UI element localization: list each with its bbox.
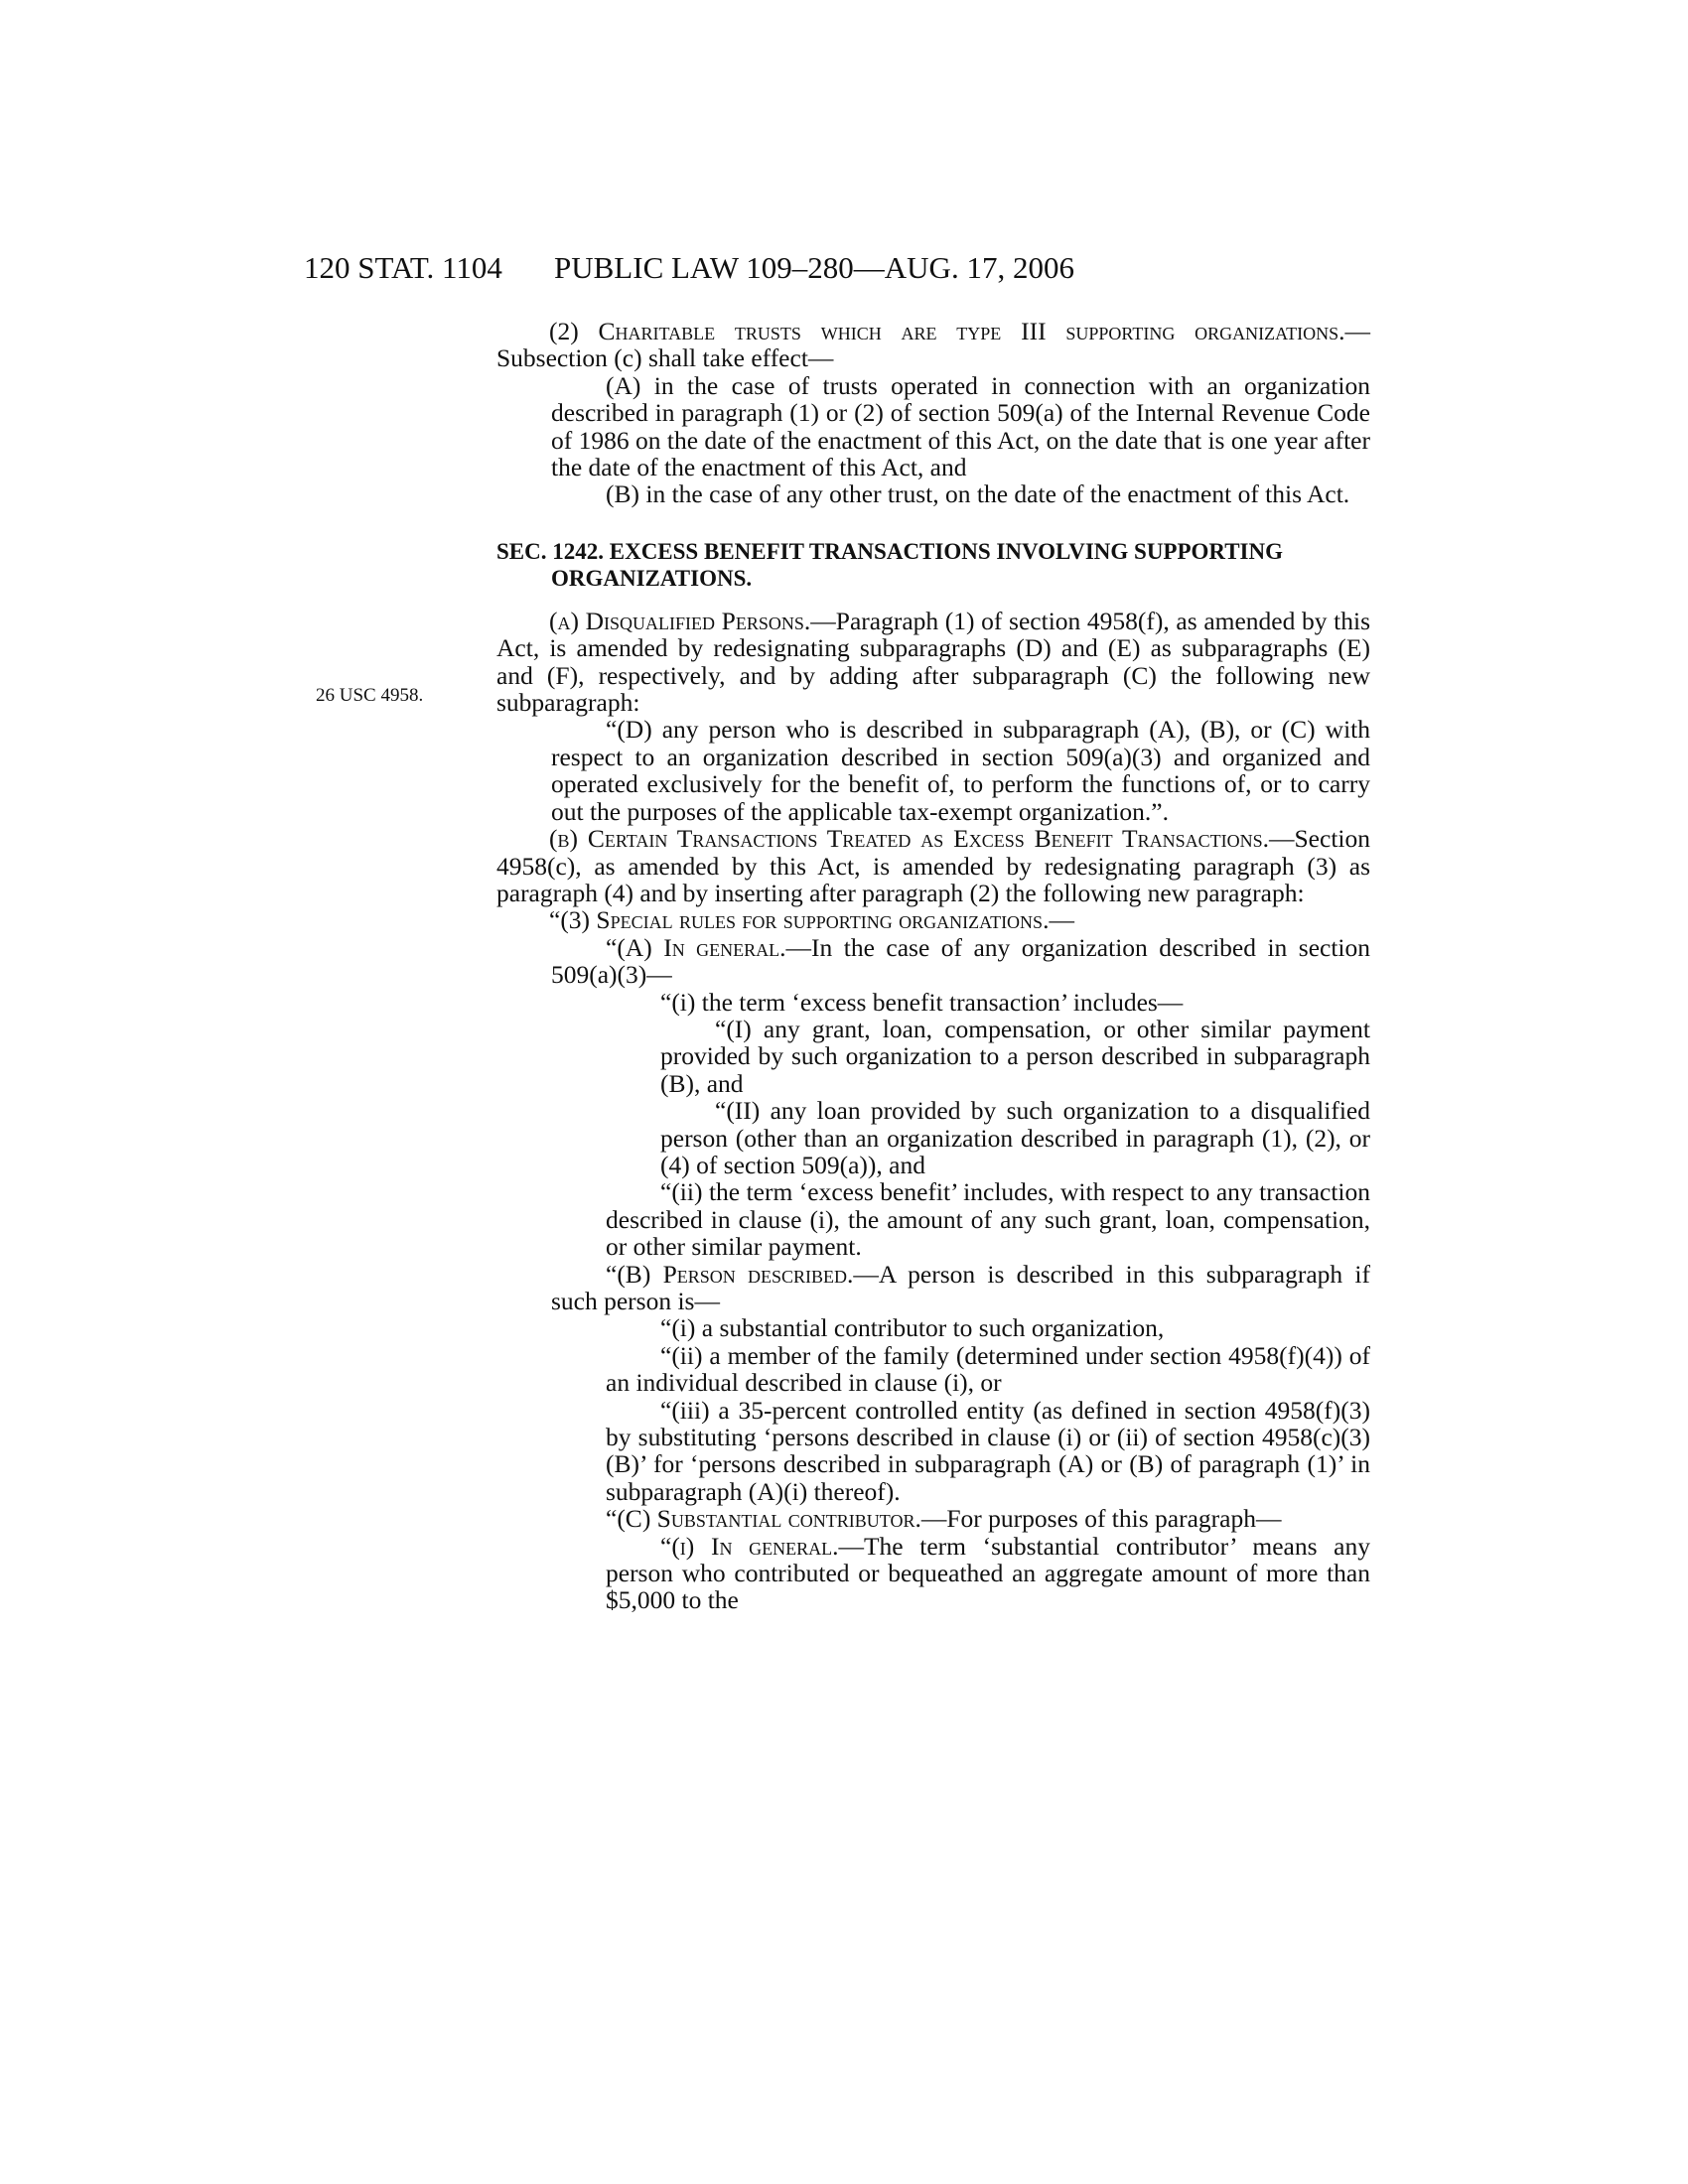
subsection-text: —Paragraph (1) of section 4958(f), as amended by this Act, is amended by redesignating subparagraphs (D) and (E) as subparagraphs (E) and (F), respectively, and by adding after subparagraph (C) the following new subparagraph:: [496, 606, 1370, 718]
stat-reference: 120 STAT. 1104: [304, 250, 502, 285]
subsection-b: [496, 825, 1370, 906]
subparagraph-heading: “(B) Person described.: [606, 1259, 854, 1289]
clause-i-in-general: [496, 1533, 1370, 1614]
clause-i-substantial-contributor: “(i) a substantial contributor to such organization,: [660, 1313, 1165, 1343]
subparagraph-B-other-trust: (B) in the case of any other trust, on the date of the enactment of this Act.: [606, 479, 1350, 509]
subparagraph-heading: “(A) In general.: [606, 932, 786, 962]
paragraph-2-charitable-trusts: [496, 318, 1370, 372]
clause-ii-excess-benefit: “(ii) the term ‘excess benefit’ includes, with respect to any transaction described in clause (i), the amount of any such grant, loan, compensation, or other similar payment.: [606, 1177, 1370, 1262]
paragraph-heading: (2) Charitable trusts which are type III supporting organizations.: [549, 317, 1345, 345]
subsection-text: —Section 4958(c), as amended by this Act, is amended by redesignating paragraph (3) as paragraph (4) and by inserting after paragraph (2) the following new paragraph:: [496, 824, 1370, 907]
clause-iii-controlled-entity: “(iii) a 35-percent controlled entity (as defined in section 4958(f)(3) by substituting ‘persons described in clause (i) or (ii) of section 4958(c)(3)(B)’ for ‘persons described in subparagraph (A) or (B) of paragraph (1)’ in subparagraph (A)(i) thereof).: [606, 1395, 1370, 1506]
paragraph-heading: “(3) Special rules for supporting organizations.: [549, 905, 1050, 935]
subparagraph-heading: “(C) Substantial contributor.: [606, 1504, 921, 1534]
subparagraph-C-substantial-contributor: [496, 1505, 1370, 1532]
subparagraph-A-in-general: [496, 934, 1370, 989]
clause-ii-family-member: “(ii) a member of the family (determined under section 4958(f)(4)) of an individual described in clause (i), or: [606, 1340, 1370, 1398]
subclause-I: “(I) any grant, loan, compensation, or other similar payment provided by such organization to a person described in subparagraph (B), and: [660, 1014, 1370, 1098]
paragraph-3-special-rules: [496, 906, 1370, 933]
margin-note: 26 USC 4958.: [316, 685, 424, 706]
subparagraph-text: —In the case of any organization described in section 509(a)(3)—: [551, 932, 1370, 990]
clause-heading: “(i) In general.: [660, 1531, 839, 1561]
paragraph-text: —: [1049, 905, 1074, 935]
page-header-title: PUBLIC LAW 109–280—AUG. 17, 2006: [554, 250, 1074, 285]
subparagraph-B-person-described: [496, 1261, 1370, 1315]
document-body: [496, 318, 1370, 1614]
clause-text: —The term ‘substantial contributor’ means any person who contributed or bequeathed an aggregate amount of more than $5,000 to the: [606, 1531, 1370, 1615]
section-heading: SEC. 1242. EXCESS BENEFIT TRANSACTIONS INVOLVING SUPPORTING ORGANIZATIONS.: [496, 538, 1284, 591]
subparagraph-A-trusts: (A) in the case of trusts operated in connection with an organization described in paragraph (1) or (2) of section 509(a) of the Internal Revenue Code of 1986 on the date of the enactment of this Act, on the date that is one year after the date of the enactment of this Act, and: [551, 370, 1370, 482]
subclause-II: “(II) any loan provided by such organization to a disqualified person (other than an organization described in paragraph (1), (2), or (4) of section 509(a)), and: [660, 1096, 1370, 1179]
subsection-a: [496, 608, 1370, 717]
subsection-heading: (a) Disqualified Persons.: [549, 606, 811, 635]
paragraph-text: —Subsection (c) shall take effect—: [496, 317, 1370, 373]
subparagraph-text: —A person is described in this subparagraph if such person is—: [551, 1259, 1371, 1315]
subparagraph-text: —For purposes of this paragraph—: [920, 1504, 1282, 1534]
clause-i-excess-benefit-transaction: “(i) the term ‘excess benefit transaction’ includes—: [660, 987, 1184, 1017]
subsection-heading: (b) Certain Transactions Treated as Excess Benefit Transactions.: [549, 824, 1269, 854]
new-subparagraph-D: “(D) any person who is described in subparagraph (A), (B), or (C) with respect to an organization described in section 509(a)(3) and organized and operated exclusively for the benefit of, to perform the functions of, or to carry out the purposes of the applicable tax-exempt organization.”.: [551, 715, 1370, 826]
